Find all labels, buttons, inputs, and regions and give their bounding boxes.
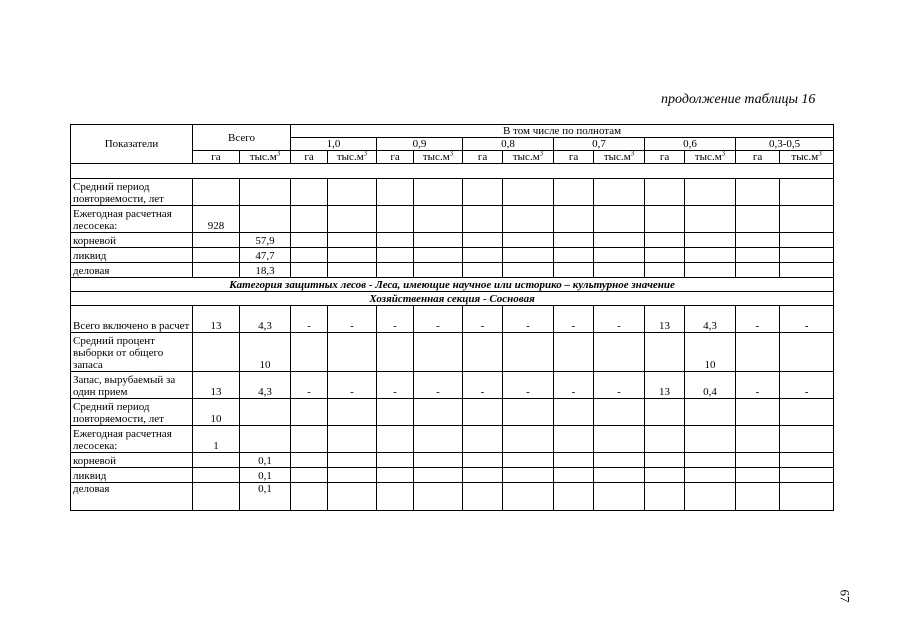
data-cell: 13 bbox=[645, 306, 685, 333]
data-cell bbox=[414, 483, 463, 511]
data-cell bbox=[503, 233, 554, 248]
data-cell bbox=[328, 453, 377, 468]
unit-vol-superscript: 3 bbox=[721, 150, 726, 158]
unit-vol bbox=[685, 151, 736, 164]
unit-vol-superscript: 3 bbox=[363, 150, 368, 158]
data-cell bbox=[780, 206, 834, 233]
table-row bbox=[71, 278, 834, 292]
data-cell bbox=[291, 426, 328, 453]
unit-vol bbox=[240, 151, 291, 164]
table-row bbox=[71, 426, 834, 453]
data-cell bbox=[503, 453, 554, 468]
data-cell bbox=[463, 206, 503, 233]
data-cell bbox=[463, 233, 503, 248]
row-label: Средний процент выборки от общего запаса bbox=[71, 333, 193, 372]
data-cell bbox=[645, 248, 685, 263]
row-label: Средний период повторяемости, лет bbox=[71, 179, 193, 206]
unit-vol-superscript: 3 bbox=[276, 150, 281, 158]
unit-vol-text: тыс.м bbox=[249, 151, 277, 163]
data-cell: 13 bbox=[193, 372, 240, 399]
data-cell bbox=[328, 248, 377, 263]
data-cell bbox=[554, 179, 594, 206]
data-cell bbox=[736, 426, 780, 453]
table-row bbox=[71, 468, 834, 483]
data-cell bbox=[463, 263, 503, 278]
header-density: 0,6 bbox=[645, 138, 736, 151]
data-cell: 0,1 bbox=[240, 483, 291, 511]
data-cell bbox=[503, 483, 554, 511]
data-cell: 0,1 bbox=[240, 468, 291, 483]
row-label: деловая bbox=[71, 483, 193, 511]
data-cell: 47,7 bbox=[240, 248, 291, 263]
header-density: 1,0 bbox=[291, 138, 377, 151]
data-cell bbox=[414, 179, 463, 206]
data-cell bbox=[736, 179, 780, 206]
data-cell bbox=[645, 179, 685, 206]
data-cell bbox=[503, 333, 554, 372]
data-cell bbox=[291, 453, 328, 468]
data-cell bbox=[193, 263, 240, 278]
data-cell bbox=[377, 453, 414, 468]
data-cell: 10 bbox=[193, 399, 240, 426]
data-cell: - bbox=[291, 372, 328, 399]
data-cell bbox=[645, 333, 685, 372]
unit-vol-text: тыс.м bbox=[422, 151, 450, 163]
header-density: 0,9 bbox=[377, 138, 463, 151]
data-cell bbox=[377, 399, 414, 426]
data-cell bbox=[780, 333, 834, 372]
forest-table bbox=[70, 124, 834, 511]
data-cell bbox=[377, 248, 414, 263]
data-cell bbox=[554, 426, 594, 453]
unit-ha: га bbox=[736, 151, 780, 164]
page-number: 67 bbox=[837, 589, 853, 603]
data-cell: - bbox=[594, 306, 645, 333]
header-indicators: Показатели bbox=[71, 125, 193, 164]
data-cell bbox=[328, 206, 377, 233]
data-cell: - bbox=[736, 306, 780, 333]
spacer-row bbox=[71, 164, 834, 179]
data-cell bbox=[594, 248, 645, 263]
row-label: корневой bbox=[71, 453, 193, 468]
data-cell bbox=[463, 248, 503, 263]
data-cell: - bbox=[554, 372, 594, 399]
unit-ha: га bbox=[193, 151, 240, 164]
data-cell: 4,3 bbox=[685, 306, 736, 333]
data-cell bbox=[328, 333, 377, 372]
data-cell bbox=[503, 426, 554, 453]
data-cell bbox=[463, 453, 503, 468]
data-cell: - bbox=[414, 306, 463, 333]
data-cell bbox=[240, 399, 291, 426]
data-cell: - bbox=[503, 306, 554, 333]
data-cell bbox=[780, 453, 834, 468]
data-cell bbox=[645, 468, 685, 483]
data-cell bbox=[463, 468, 503, 483]
data-cell bbox=[594, 483, 645, 511]
data-cell bbox=[377, 233, 414, 248]
data-cell bbox=[291, 483, 328, 511]
data-cell bbox=[780, 426, 834, 453]
data-cell bbox=[291, 179, 328, 206]
data-cell bbox=[736, 248, 780, 263]
data-cell bbox=[645, 263, 685, 278]
data-cell bbox=[736, 206, 780, 233]
unit-ha: га bbox=[554, 151, 594, 164]
data-cell: 4,3 bbox=[240, 306, 291, 333]
data-cell: - bbox=[328, 306, 377, 333]
data-cell bbox=[554, 333, 594, 372]
unit-vol bbox=[780, 151, 834, 164]
data-cell bbox=[594, 399, 645, 426]
data-cell bbox=[594, 453, 645, 468]
data-cell bbox=[240, 426, 291, 453]
unit-ha: га bbox=[463, 151, 503, 164]
data-cell bbox=[414, 263, 463, 278]
unit-ha: га bbox=[645, 151, 685, 164]
data-cell: 57,9 bbox=[240, 233, 291, 248]
data-cell bbox=[554, 263, 594, 278]
data-cell bbox=[291, 468, 328, 483]
data-cell bbox=[328, 468, 377, 483]
data-cell bbox=[193, 483, 240, 511]
data-cell bbox=[554, 206, 594, 233]
unit-vol-superscript: 3 bbox=[539, 150, 544, 158]
data-cell bbox=[193, 333, 240, 372]
data-cell bbox=[414, 453, 463, 468]
data-cell bbox=[503, 206, 554, 233]
data-cell bbox=[503, 179, 554, 206]
data-cell bbox=[780, 248, 834, 263]
table-row bbox=[71, 164, 834, 179]
data-cell bbox=[736, 399, 780, 426]
data-cell bbox=[503, 263, 554, 278]
data-cell bbox=[291, 263, 328, 278]
data-cell bbox=[685, 233, 736, 248]
data-cell: - bbox=[594, 372, 645, 399]
row-label: ликвид bbox=[71, 468, 193, 483]
row-label: Всего включено в расчет bbox=[71, 306, 193, 333]
data-cell bbox=[328, 263, 377, 278]
data-cell bbox=[463, 426, 503, 453]
data-cell bbox=[193, 248, 240, 263]
table-row bbox=[71, 292, 834, 306]
data-cell bbox=[414, 333, 463, 372]
data-cell bbox=[414, 233, 463, 248]
row-label: корневой bbox=[71, 233, 193, 248]
table-row bbox=[71, 483, 834, 511]
header-density: 0,8 bbox=[463, 138, 554, 151]
data-cell bbox=[377, 468, 414, 483]
data-cell bbox=[193, 233, 240, 248]
data-cell bbox=[645, 426, 685, 453]
data-cell bbox=[736, 333, 780, 372]
data-cell bbox=[291, 248, 328, 263]
data-cell bbox=[685, 206, 736, 233]
unit-vol-superscript: 3 bbox=[818, 150, 822, 158]
table-row bbox=[71, 179, 834, 206]
data-cell bbox=[594, 233, 645, 248]
data-cell bbox=[463, 333, 503, 372]
data-cell bbox=[685, 399, 736, 426]
data-cell bbox=[685, 248, 736, 263]
header-density: 0,3-0,5 bbox=[736, 138, 834, 151]
data-cell bbox=[291, 333, 328, 372]
data-cell bbox=[594, 206, 645, 233]
data-cell bbox=[685, 426, 736, 453]
data-cell bbox=[240, 206, 291, 233]
data-cell bbox=[554, 468, 594, 483]
data-cell bbox=[736, 483, 780, 511]
data-cell bbox=[414, 248, 463, 263]
header-density: 0,7 bbox=[554, 138, 645, 151]
data-cell bbox=[685, 483, 736, 511]
table-row bbox=[71, 453, 834, 468]
data-cell bbox=[328, 483, 377, 511]
data-cell: - bbox=[414, 372, 463, 399]
data-cell bbox=[685, 468, 736, 483]
data-cell bbox=[645, 399, 685, 426]
data-cell bbox=[377, 483, 414, 511]
data-cell bbox=[463, 483, 503, 511]
unit-vol-superscript: 3 bbox=[630, 150, 635, 158]
data-cell bbox=[736, 233, 780, 248]
data-cell bbox=[645, 453, 685, 468]
data-cell bbox=[780, 233, 834, 248]
data-cell bbox=[594, 333, 645, 372]
data-cell: - bbox=[291, 306, 328, 333]
data-cell: 13 bbox=[193, 306, 240, 333]
data-cell bbox=[193, 179, 240, 206]
data-cell bbox=[377, 426, 414, 453]
unit-vol bbox=[328, 151, 377, 164]
data-cell: 13 bbox=[645, 372, 685, 399]
data-cell bbox=[780, 483, 834, 511]
data-cell bbox=[414, 426, 463, 453]
data-cell: - bbox=[377, 306, 414, 333]
data-cell bbox=[328, 426, 377, 453]
data-cell bbox=[594, 426, 645, 453]
unit-ha: га bbox=[377, 151, 414, 164]
unit-vol-text: тыс.м bbox=[791, 151, 819, 163]
data-cell: 0,1 bbox=[240, 453, 291, 468]
data-cell bbox=[328, 399, 377, 426]
row-label: Ежегодная расчетная лесосека: bbox=[71, 206, 193, 233]
data-cell bbox=[780, 468, 834, 483]
unit-vol bbox=[594, 151, 645, 164]
data-cell: - bbox=[377, 372, 414, 399]
data-cell: - bbox=[780, 372, 834, 399]
unit-vol-text: тыс.м bbox=[694, 151, 722, 163]
data-cell bbox=[554, 233, 594, 248]
data-cell bbox=[377, 263, 414, 278]
data-cell bbox=[414, 206, 463, 233]
table-row bbox=[71, 233, 834, 248]
data-cell bbox=[291, 399, 328, 426]
data-cell: 10 bbox=[240, 333, 291, 372]
table-row bbox=[71, 399, 834, 426]
table-row bbox=[71, 306, 834, 333]
row-label: Средний период повторяемости, лет bbox=[71, 399, 193, 426]
data-cell: - bbox=[503, 372, 554, 399]
table-row bbox=[71, 372, 834, 399]
unit-vol-superscript: 3 bbox=[449, 150, 454, 158]
unit-vol-text: тыс.м bbox=[512, 151, 540, 163]
data-cell bbox=[554, 248, 594, 263]
data-cell bbox=[736, 453, 780, 468]
data-cell bbox=[328, 233, 377, 248]
unit-vol bbox=[503, 151, 554, 164]
table-row bbox=[71, 248, 834, 263]
row-label: ликвид bbox=[71, 248, 193, 263]
data-cell bbox=[554, 399, 594, 426]
data-cell bbox=[736, 468, 780, 483]
data-cell bbox=[780, 263, 834, 278]
table-row bbox=[71, 206, 834, 233]
header-total: Всего bbox=[193, 125, 291, 151]
data-cell bbox=[594, 179, 645, 206]
table-row bbox=[71, 333, 834, 372]
data-cell bbox=[193, 453, 240, 468]
section-title: Категория защитных лесов - Леса, имеющие научное или историко – культурное значение bbox=[71, 278, 834, 292]
data-cell bbox=[685, 179, 736, 206]
data-cell bbox=[377, 333, 414, 372]
data-cell bbox=[685, 453, 736, 468]
data-cell bbox=[780, 399, 834, 426]
unit-vol bbox=[414, 151, 463, 164]
data-cell: 18,3 bbox=[240, 263, 291, 278]
data-cell bbox=[645, 483, 685, 511]
table-row bbox=[71, 125, 834, 138]
data-cell: 0,4 bbox=[685, 372, 736, 399]
data-cell bbox=[291, 206, 328, 233]
data-cell bbox=[594, 468, 645, 483]
data-cell: - bbox=[554, 306, 594, 333]
data-cell: 10 bbox=[685, 333, 736, 372]
data-cell bbox=[193, 468, 240, 483]
table-caption: продолжение таблицы 16 bbox=[661, 92, 816, 107]
data-cell bbox=[240, 179, 291, 206]
unit-ha: га bbox=[291, 151, 328, 164]
data-cell: 1 bbox=[193, 426, 240, 453]
data-cell bbox=[685, 263, 736, 278]
data-cell bbox=[594, 263, 645, 278]
data-cell bbox=[463, 399, 503, 426]
data-cell: 928 bbox=[193, 206, 240, 233]
unit-vol-text: тыс.м bbox=[336, 151, 364, 163]
data-cell bbox=[780, 179, 834, 206]
data-cell: - bbox=[780, 306, 834, 333]
table-row bbox=[71, 263, 834, 278]
data-cell bbox=[377, 179, 414, 206]
subsection-title: Хозяйственная секция - Сосновая bbox=[71, 292, 834, 306]
unit-vol-text: тыс.м bbox=[603, 151, 631, 163]
data-cell: - bbox=[463, 372, 503, 399]
data-cell bbox=[291, 233, 328, 248]
data-cell: - bbox=[328, 372, 377, 399]
data-cell bbox=[503, 468, 554, 483]
data-cell bbox=[645, 233, 685, 248]
data-cell bbox=[463, 179, 503, 206]
header-by-density: В том числе по полнотам bbox=[291, 125, 834, 138]
data-cell bbox=[414, 399, 463, 426]
data-cell: - bbox=[736, 372, 780, 399]
data-cell bbox=[503, 399, 554, 426]
data-cell bbox=[503, 248, 554, 263]
row-label: Ежегодная расчетная лесосека: bbox=[71, 426, 193, 453]
data-cell bbox=[554, 453, 594, 468]
data-cell bbox=[328, 179, 377, 206]
data-cell bbox=[377, 206, 414, 233]
data-cell bbox=[554, 483, 594, 511]
data-cell: - bbox=[463, 306, 503, 333]
data-cell: 4,3 bbox=[240, 372, 291, 399]
data-cell bbox=[414, 468, 463, 483]
row-label: деловая bbox=[71, 263, 193, 278]
row-label: Запас, вырубаемый за один прием bbox=[71, 372, 193, 399]
data-cell bbox=[736, 263, 780, 278]
data-cell bbox=[645, 206, 685, 233]
